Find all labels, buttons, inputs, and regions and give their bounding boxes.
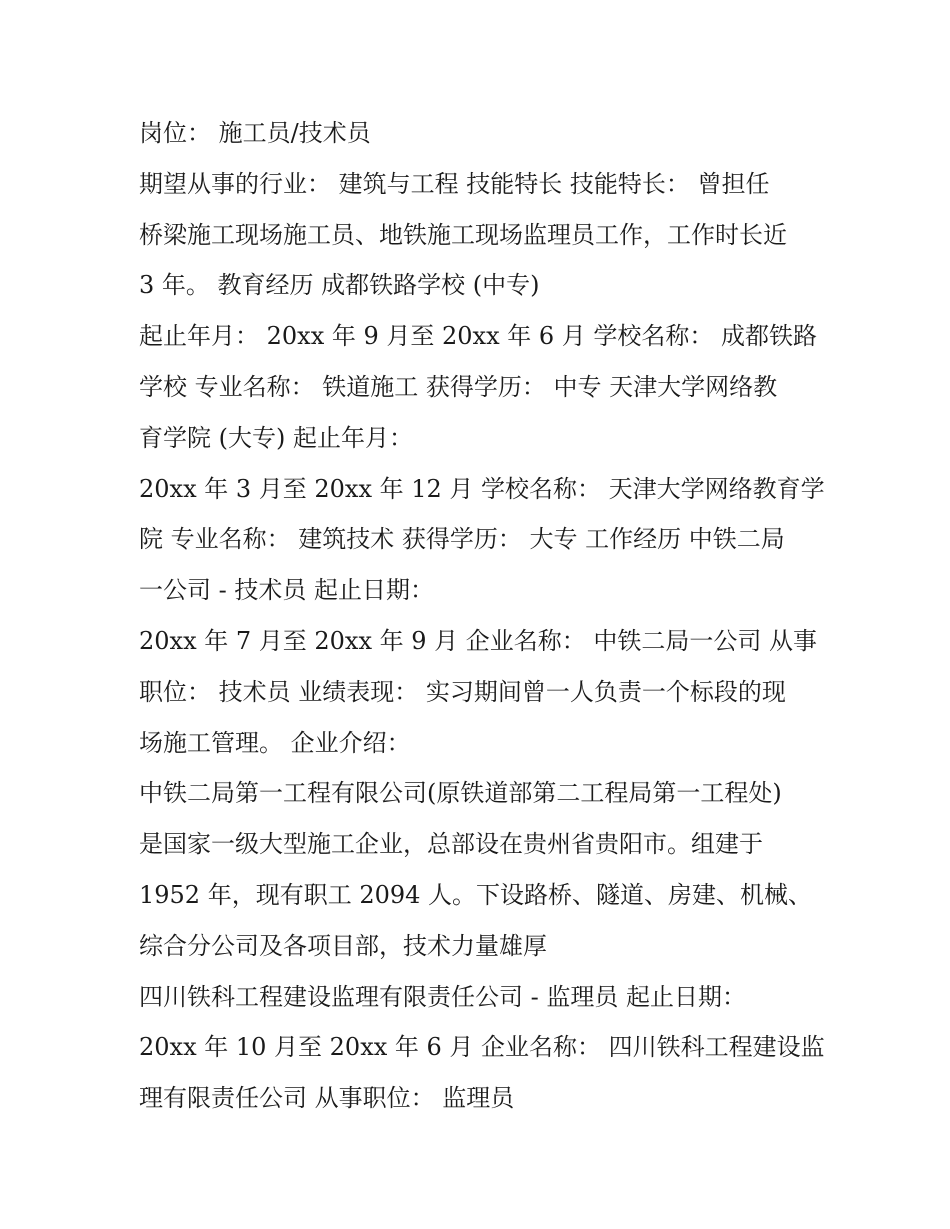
text-line: 一公司 - 技术员 起止日期：	[139, 576, 434, 605]
text-line: 20xx 年 10 月至 20xx 年 6 月 企业名称： 四川铁科工程建设监	[139, 1033, 825, 1062]
text-line: 场施工管理。 企业介绍：	[139, 728, 411, 757]
text-line: 是国家一级大型施工企业，总部设在贵州省贵阳市。组建于	[139, 830, 763, 859]
resume-text-body	[139, 108, 825, 1124]
text-line: 20xx 年 7 月至 20xx 年 9 月 企业名称： 中铁二局一公司 从事	[139, 626, 818, 655]
text-line: 综合分公司及各项目部，技术力量雄厚	[139, 931, 547, 960]
text-line: 岗位： 施工员/技术员	[139, 119, 371, 147]
text-line: 育学院 (大专) 起止年月：	[139, 423, 413, 452]
text-line: 理有限责任公司 从事职位： 监理员	[139, 1084, 515, 1113]
text-line: 学校 专业名称： 铁道施工 获得学历： 中专 天津大学网络教	[139, 372, 778, 401]
text-line: 职位： 技术员 业绩表现： 实习期间曾一人负责一个标段的现	[139, 677, 786, 706]
text-line: 1952 年，现有职工 2094 人。下设路桥、隧道、房建、机械、	[139, 880, 813, 909]
text-line: 桥梁施工现场施工员、地铁施工现场监理员工作，工作时长近	[139, 220, 787, 249]
text-line: 3 年。 教育经历 成都铁路学校 (中专)	[139, 271, 540, 300]
text-line: 20xx 年 3 月至 20xx 年 12 月 学校名称： 天津大学网络教育学	[139, 474, 825, 503]
text-line: 院 专业名称： 建筑技术 获得学历： 大专 工作经历 中铁二局	[139, 525, 785, 554]
text-line: 期望从事的行业： 建筑与工程 技能特长 技能特长： 曾担任	[139, 169, 770, 198]
text-line: 四川铁科工程建设监理有限责任公司 - 监理员 起止日期：	[139, 982, 746, 1011]
text-line: 中铁二局第一工程有限公司(原铁道部第二工程局第一工程处)	[139, 779, 782, 808]
text-line: 起止年月： 20xx 年 9 月至 20xx 年 6 月 学校名称： 成都铁路	[139, 322, 818, 351]
